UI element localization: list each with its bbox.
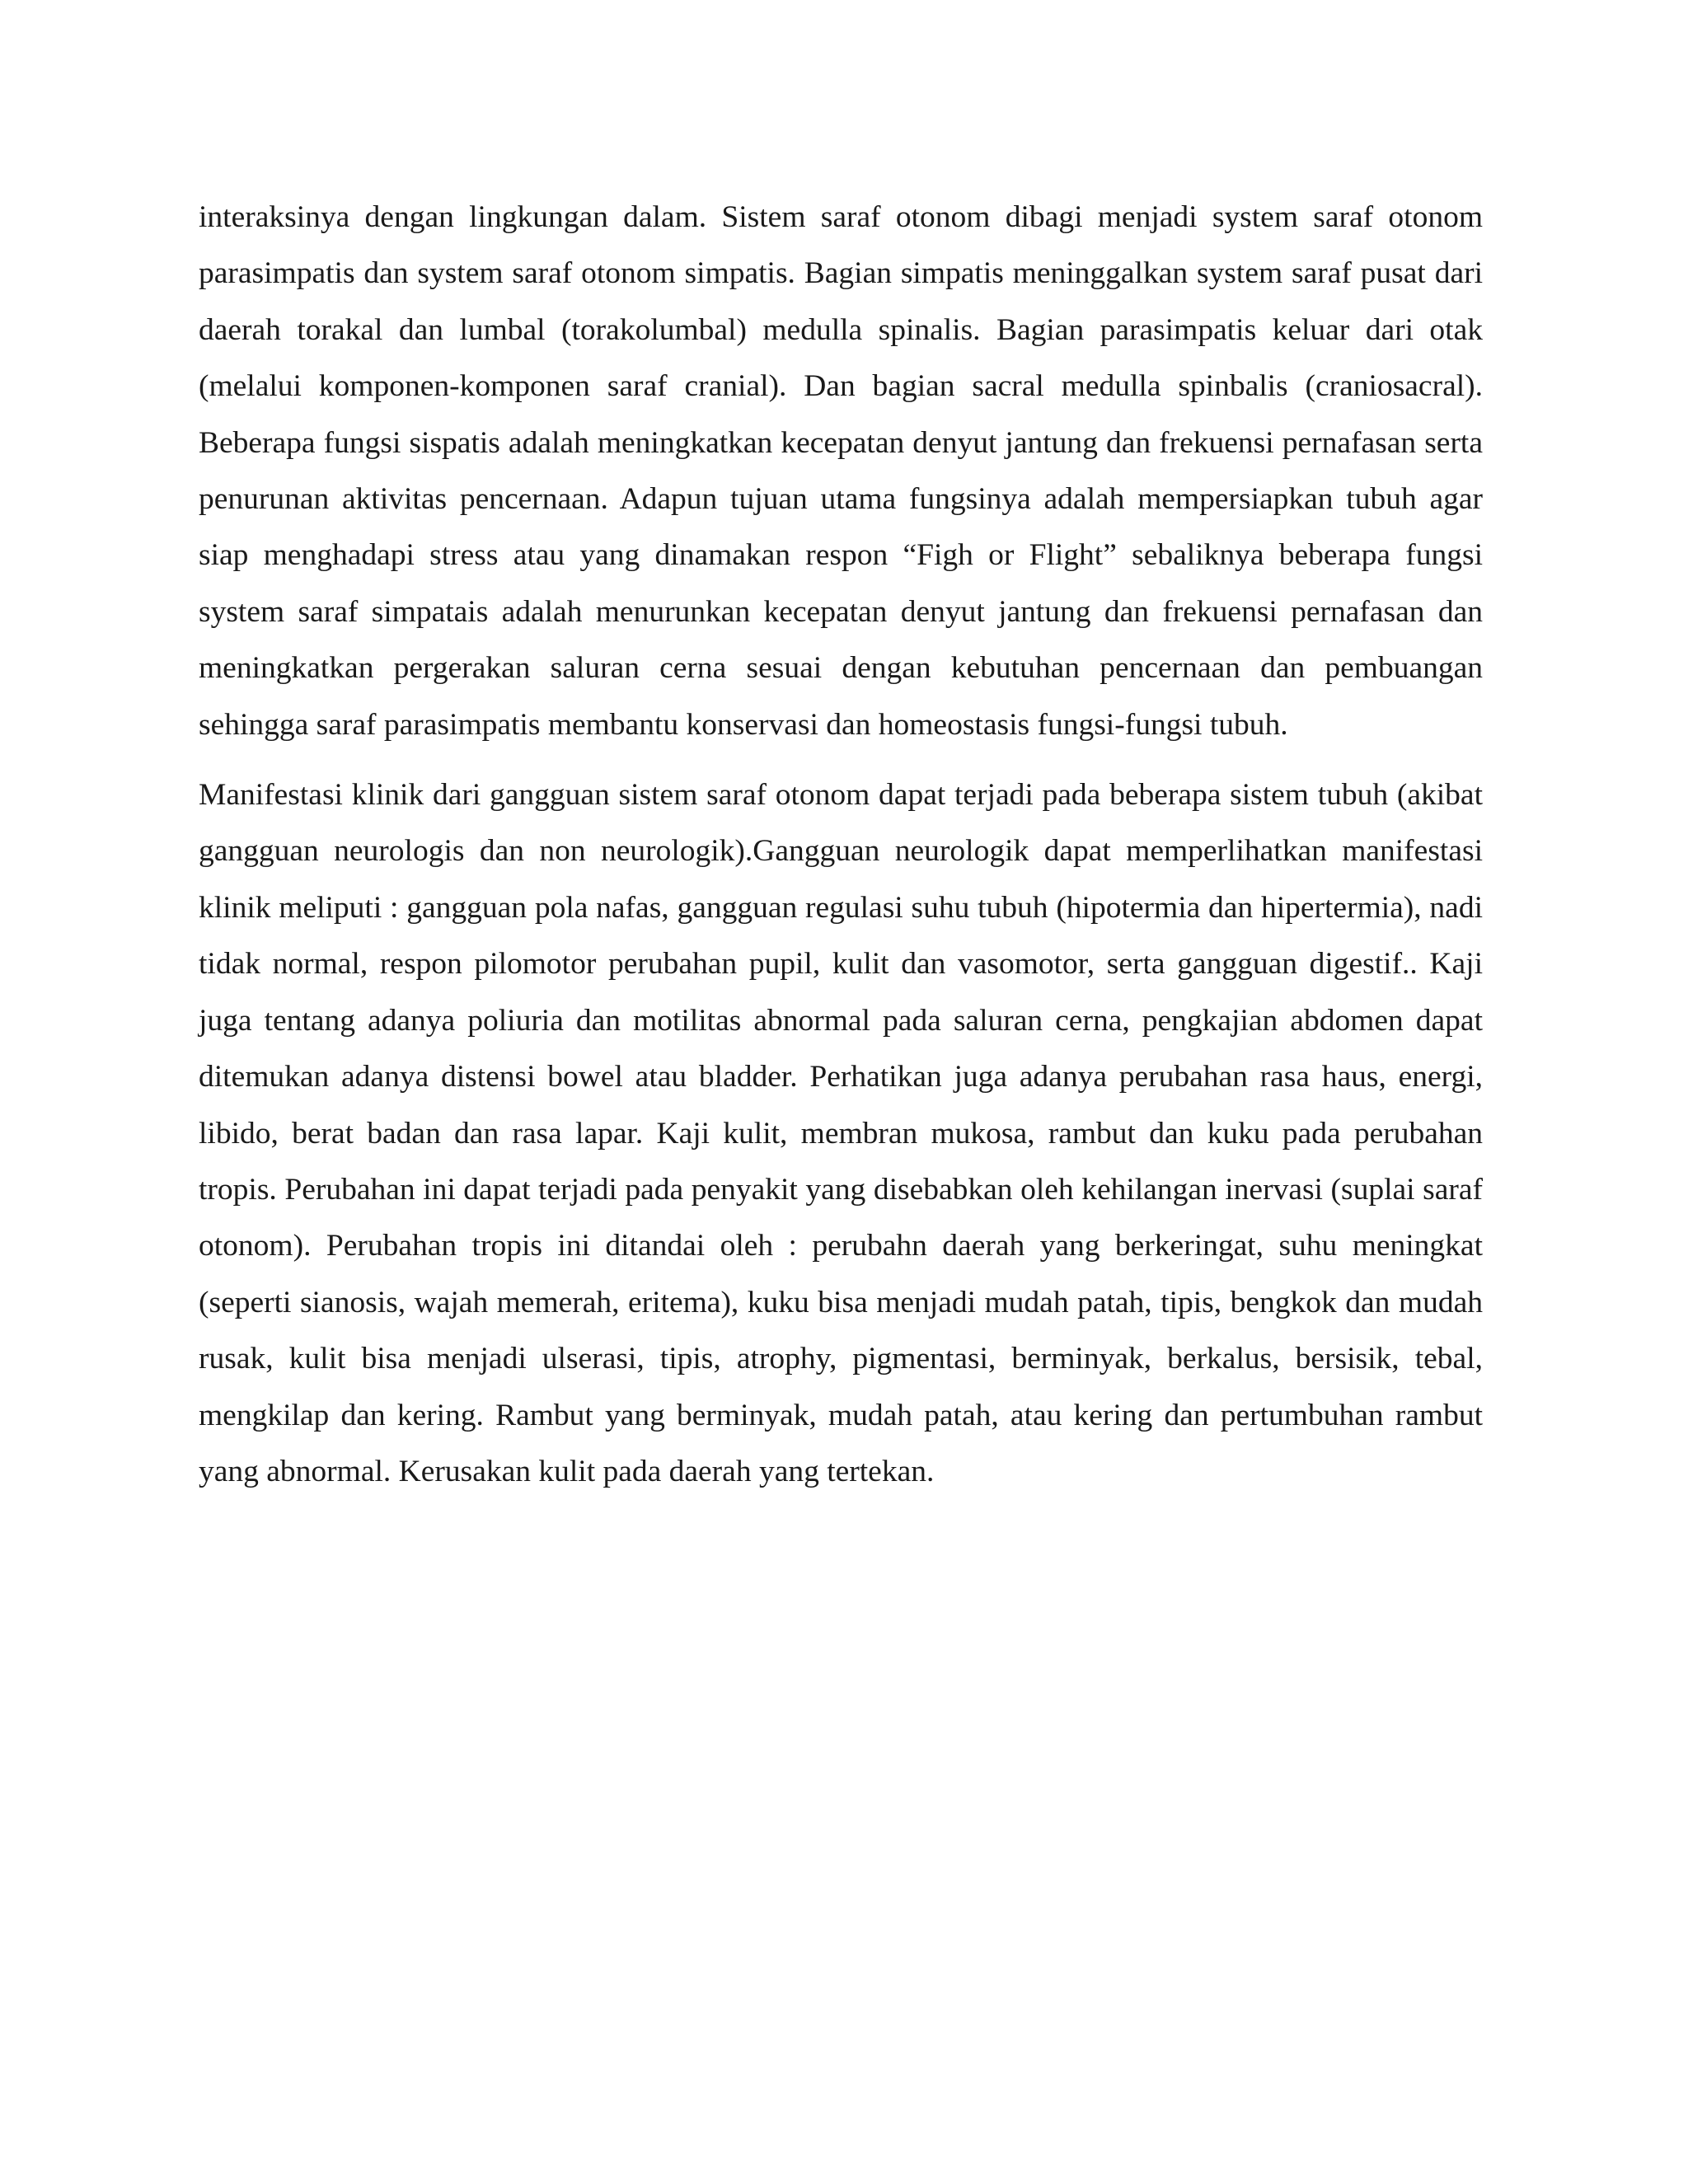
paragraph-autonomic-nervous-system: interaksinya dengan lingkungan dalam. Sistem saraf otonom dibagi menjadi system saraf otonom parasimpatis dan system saraf otonom simpatis. Bagian simpatis meninggalkan system saraf pusat dari daerah torakal dan lumbal (torakolumbal) medulla spinalis. Bagian parasimpatis keluar dari otak (melalui komponen-komponen saraf cranial). Dan bagian sacral medulla spinbalis (craniosacral). Beberapa fungsi sispatis adalah meningkatkan kecepatan denyut jantung dan frekuensi pernafasan serta penurunan aktivitas pencernaan. Adapun tujuan utama fungsinya adalah mempersiapkan tubuh agar siap menghadapi stress atau yang dinamakan respon “Figh or Flight” sebaliknya beberapa fungsi system saraf simpatais adalah menurunkan kecepatan denyut jantung dan frekuensi pernafasan dan meningkatkan pergerakan saluran cerna sesuai dengan kebutuhan pencernaan dan pembuangan sehingga saraf parasimpatis membantu konservasi dan homeostasis fungsi-fungsi tubuh. bbox=[199, 200, 1483, 742]
body-text bbox=[199, 190, 1483, 1500]
paragraph-clinical-manifestations: Manifestasi klinik dari gangguan sistem saraf otonom dapat terjadi pada beberapa sistem tubuh (akibat gangguan neurologis dan non neurologik).Gangguan neurologik dapat memperlihatkan manifestasi klinik meliputi : gangguan pola nafas, gangguan regulasi suhu tubuh (hipotermia dan hipertermia), nadi tidak normal, respon pilomotor perubahan pupil, kulit dan vasomotor, serta gangguan digestif.. Kaji juga tentang adanya poliuria dan motilitas abnormal pada saluran cerna, pengkajian abdomen dapat ditemukan adanya distensi bowel atau bladder. Perhatikan juga adanya perubahan rasa haus, energi, libido, berat badan dan rasa lapar. Kaji kulit, membran mukosa, rambut dan kuku pada perubahan tropis. Perubahan ini dapat terjadi pada penyakit yang disebabkan oleh kehilangan inervasi (suplai saraf otonom). Perubahan tropis ini ditandai oleh : perubahn daerah yang berkeringat, suhu meningkat (seperti sianosis, wajah memerah, eritema), kuku bisa menjadi mudah patah, tipis, bengkok dan mudah rusak, kulit bisa menjadi ulserasi, tipis, atrophy, pigmentasi, berminyak, berkalus, bersisik, tebal, mengkilap dan kering. Rambut yang berminyak, mudah patah, atau kering dan pertumbuhan rambut yang abnormal. Kerusakan kulit pada daerah yang tertekan. bbox=[199, 778, 1483, 1488]
